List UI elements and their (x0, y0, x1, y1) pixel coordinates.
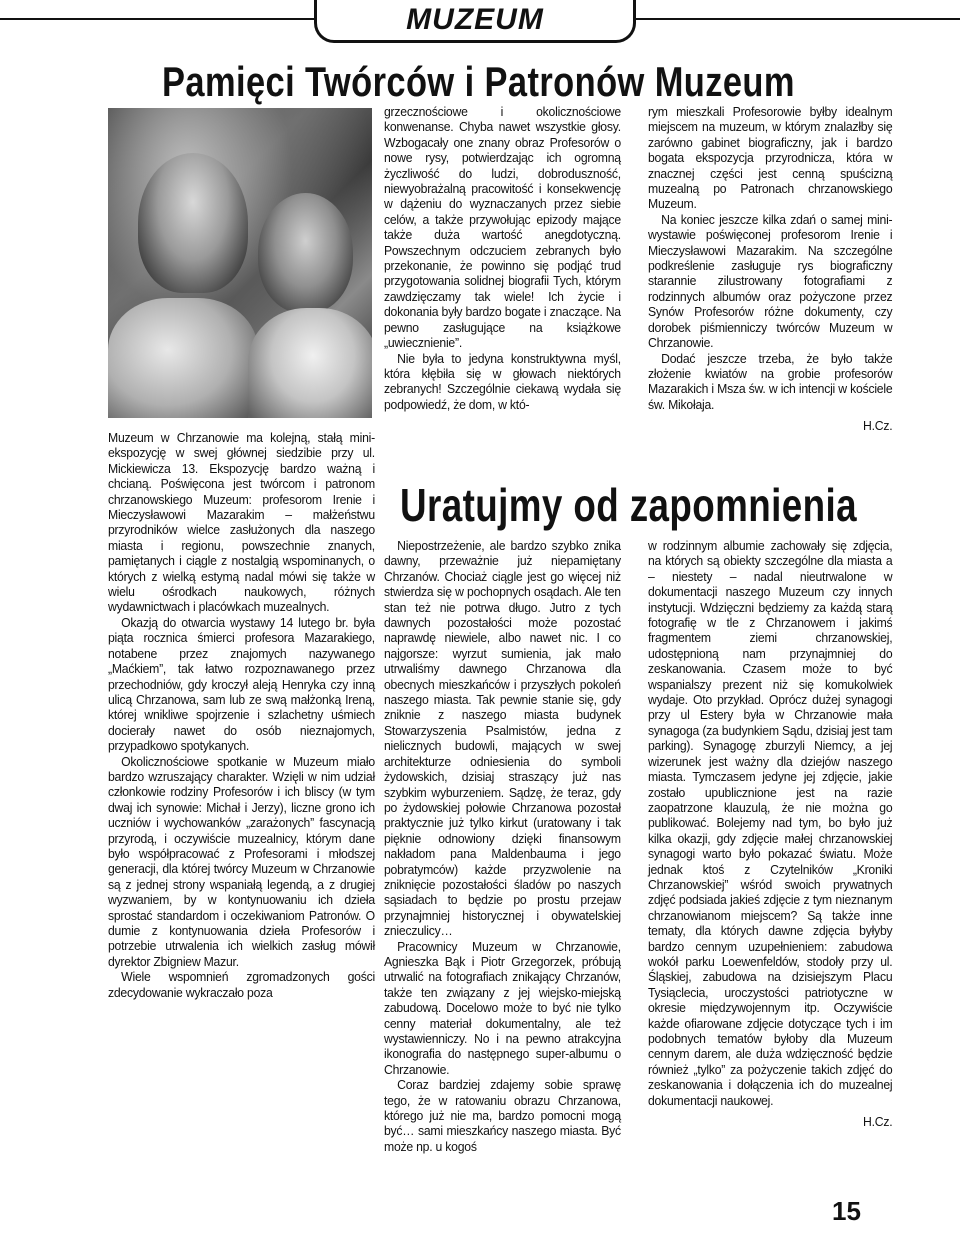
page-number: 15 (832, 1196, 861, 1226)
article1-paragraph: Na koniec jeszcze kilka zdań o samej mini-wystawie poświęconej profesorom Irenie i Mieczysławowi Mazarakim. Na szczególne podkreślenie zasługuje rys biograficzny starannie zilustrowany fotografiami z rodzinnych albumów oraz pożyczone przez Synów Profesorów różne dokumenty, czy dorobek piśmienniczy twórców Muzeum w Chrzanowie. (648, 211, 893, 351)
article2-title: Uratujmy od zapomnienia (400, 479, 857, 531)
article1-photo (108, 108, 372, 418)
article2-paragraph: Niepostrzeżenie, ale bardzo szybko znika dawny, przeważnie już niepamiętany Chrzanów. Chociaż ciągle jest go więcej niż stwierdza się w pochopnych osądach. Ale ten stan też nie potrwa długo. Jutro z tych dawnych pozostałości może pozostać naprawdę niewiele, albo nawet nic. I co najgorsze: wyrzut sumienia, jak mało utrwaliśmy dawnego Chrzanowa dla obecnych mieszkańców i przyszłych pokoleń naszego miasta. Tak pewnie stanie się, gdy zniknie z naszego miasta budynek Stowarzyszenia Psalmistów, jedna z nielicznych budowli, mających w swej architekturze odniesienia do symboli żydowskich, dzisiaj straszący już nas szybkim wyburzeniem. Sądzę, że teraz, gdy po żydowskiej połowie Chrzanowa pozostał praktycznie już tylko kirkut (uratowany i tak pięknie odnowiony dzięki finansowym nakładom pana Maldenbauma i jego pobratymców) każde przyzwolenie na zniknięcie pozostałości śladów po naszych sąsiadach to będzie po prostu przejaw przynajmniej historycznej i obywatelskiej znieczulicy… (384, 538, 621, 939)
section-title: MUZEUM (406, 3, 544, 36)
article1-paragraph: Okazją do otwarcia wystawy 14 lutego br. była piąta rocznica śmierci profesora Mazarakiego, notabene przez znajomych nazywanego „Maćkiem”, tak łatwo rozpoznawanego przez przechodniów, gdy kroczył aleją Henryka czy inną ulicą Chrzanowa, sam lub ze swą małżonką Ireną, której wnikliwe spojrzenie i szlachetny uśmiech docierały nawet do osób nieznajomych, przypadkowo spotykanych. (108, 614, 375, 754)
article1-paragraph: Dodać jeszcze trzeba, że było także złożenie kwiatów na grobie profesorów Mazarakich i Msza św. w ich intencji w kościele św. Mikołaja. (648, 350, 893, 412)
article2-paragraph: Coraz bardziej zdajemy sobie sprawę tego, że w ratowaniu obrazu Chrzanowa, którego już nie ma, bardzo pomocni mogą być… sami mieszkańcy naszego miasta. Być może np. u kogoś (384, 1077, 621, 1154)
article1-paragraph: Muzeum w Chrzanowie ma kolejną, stałą mini-ekspozycję w swej głównej siedzibie przy ul. Mickiewicza 13. Ekspozycję bardzo ważną i chcianą. Poświęcona jest twórcom i patronom chrzanowskiego Muzeum: profesorom Irenie i Mieczysławowi Mazarakim – małżeństwu przyrodników wielce zasłużonych dla naszego miasta i regionu, powszechnie znanych, pamiętanych i ciągle z nostalgią wspominanych, o których z wielką estymą nadal mówi się także w wielu ośrodkach naukowych, różnych wydawnictwach i placówkach muzealnych. (108, 430, 375, 615)
article2-column-2 (648, 538, 892, 1129)
article1-column-2 (384, 104, 621, 412)
article1-column-3 (648, 104, 892, 434)
article1-paragraph: Nie była to jedyna konstruktywna myśl, która kłębiła się w głowach niektórych zebranych! Szczególnie ciekawą wydała się podpowiedź, że dom, w któ- (384, 350, 621, 412)
article1-signature: H.Cz. (863, 418, 893, 434)
article1-title: Pamięci Twórców i Patronów Muzeum (162, 58, 795, 105)
article1-paragraph: Wiele wspomnień zgromadzonych gości zdecydowanie wykraczało poza (108, 969, 375, 1000)
photo-figure-man (138, 153, 248, 293)
article2-paragraph: Pracownicy Muzeum w Chrzanowie, Agnieszka Bąk i Piotr Grzegorzek, próbują utrwalić na fotografiach znikający Chrzanów, także ten związany z jej wiejsko-miejską zabudową. Docelowo może to być nie tylko cenny materiał dokumentalny, ale też wystawienniczy. No i na pewno atrakcyjna ikonografia do następnego super-albumu o Chrzanowie. (384, 938, 621, 1077)
article2-paragraph: w rodzinnym albumie zachowały się zdjęcia, na których są obiekty szczególne dla miasta a – niestety – nadal nieutrwalone w dokumentacji naszego Muzeum czy innych instytucji. Wdzięczni będziemy za każdą starą fotografię w tle z Chrzanowem i jakimś fragmentem ziemi chrzanowskiej, udostępnioną nam przynajmniej do zeskanowania. Czasem może to być wspanialszy prezent niż się komukolwiek wydaje. Oto przykład. Oprócz dużej synagogi przy ul Estery była w Chrzanowie mała synagoga (za budynkiem Sądu, dzisiaj jest tam parking). Synagogę zburzyli Niemcy, a jej wizerunek jest ważny dla dziejów naszego miasta. Tymczasem jedyne jej zdjęcie, jakie zostało upublicznione jest na razie zaopatrzone klauzulą, że nie można go publikować. Bolejemy nad tym, bo było już kilka okazji, gdy zdjęcie małej chrzanowskiej synagogi warto było pokazać światu. Może jednak ktoś z Czytelników „Kroniki Chrzanowskiej” wśród swoich prywatnych zdjęć podsiada jakieś zdjęcie z tym nieznanym chrzanowianom miejscem? Są także inne tematy, dla których dawne zdjęcia byłyby bardzo cennym uzupełnieniem: zabudowa wokół parku Loewenfeldów, stodoły przy ul. Śląskiej, zabudowa na dzisiejszym Placu Tysiąclecia, uroczystości patriotyczne w okresie międzywojennym itp. Oczywiście każde ofiarowane zdjęcie dotyczące tych i im podobnych tematów byłoby dla Muzeum cennym darem, ale duża wdzięczność będzie również „tylko” za pożyczenie takich zdjęć do zeskanowania i dołączenia ich do muzealnej dokumentacji naukowej. (648, 538, 893, 1108)
article2-signature: H.Cz. (863, 1114, 893, 1130)
photo-figure-woman (258, 193, 353, 313)
article1-column-1 (108, 430, 375, 1000)
article1-paragraph: grzecznościowe i okolicznościowe konwenanse. Chyba nawet wszystkie głosy. Wzbogacały one znany obraz Profesorów o nowe rysy, potwierdzając ich ogromną życzliwość do ludzi, dobroduszność, niewyobrażalną pracowitość i konsekwencję w dążeniu do wyznaczanych przez siebie celów, a także przywołując epizody mające także duża wartość anegdotyczną. Powszechnym odczuciem zebranych było przekonanie, że powinno się podjąć trud przygotowania solidnej biografii Tych, którym zawdzięczamy tak wiele! Ich życie i dokonania były bardzo bogate i znaczące. Na pewno zasługujące na książkowe „uwiecznienie”. (384, 104, 621, 351)
section-tab (314, 0, 636, 43)
article2-column-1 (384, 538, 621, 1154)
article1-paragraph: Okolicznościowe spotkanie w Muzeum miało bardzo wzruszający charakter. Wzięli w nim udział członkowie rodziny Profesorów i ich bliscy (w tym dwaj ich synowie: Michał i Jerzy), liczne grono ich uczniów i wychowanków „zarażonych” fascynacją przyrodą, i oczywiście muzealnicy, którym dane było współpracować z Profesorami i młodszej generacji, dla której twórcy Muzeum w Chrzanowie są z jednej strony wspaniałą legendą, a z drugiej wyzwaniem, by w kontynuowaniu ich dzieła sprostać standardom i oczekiwaniom Patronów. O dumie z kontynuowania dzieła Profesorów i potrzebie utrwalenia ich wielkich zasług mówił dyrektor Zbigniew Mazur. (108, 753, 375, 969)
article1-paragraph: rym mieszkali Profesorowie byłby idealnym miejscem na muzeum, w którym znalazłby się zarówno gabinet biograficzny, jak i bardzo bogata ekspozycja przyrodnicza, która w znacznej części jest cenną spuścizną muzealną po Patronach chrzanowskiego Muzeum. (648, 104, 893, 212)
